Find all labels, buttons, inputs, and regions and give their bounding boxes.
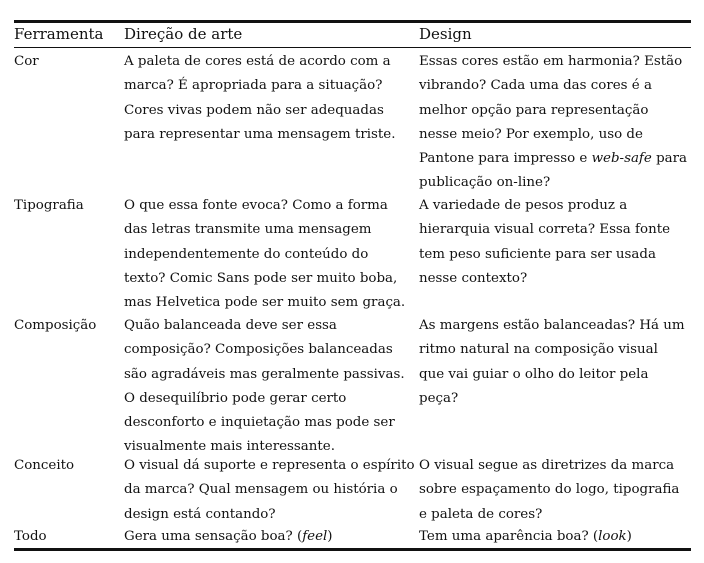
header-ferramenta: Ferramenta <box>14 25 104 43</box>
art-direction-cell <box>124 454 415 527</box>
cell-text-line: visualmente mais interessante. <box>124 439 335 455</box>
art-direction-cell <box>124 50 395 147</box>
cell-text-line: Quão balanceada deve ser essa <box>124 318 337 333</box>
table-bottom-rule <box>14 548 691 551</box>
table-top-rule <box>14 20 691 23</box>
emphasized-term: feel <box>302 529 328 544</box>
cell-text-line: desconforto e inquietação mas pode ser <box>124 415 395 431</box>
cell-text-line: Pantone para impresso e web-safe para <box>419 151 688 167</box>
cell-text-line: da marca? Qual mensagem ou história o <box>124 482 398 498</box>
cell-text-line: nesse contexto? <box>419 270 528 286</box>
cell-text-line: texto? Comic Sans pode ser muito boba, <box>124 270 398 286</box>
cell-text-line: Tipografia <box>14 198 84 213</box>
cell-text-line: hierarquia visual correta? Essa fonte <box>419 222 670 238</box>
cell-text-line: A paleta de cores está de acordo com a <box>124 54 391 69</box>
emphasized-term: look <box>598 529 627 544</box>
cell-text-line: sobre espaçamento do logo, tipografia <box>419 482 680 498</box>
cell-text-line: As margens estão balanceadas? Há um <box>419 318 685 333</box>
cell-text-line: O desequilíbrio pode gerar certo <box>124 390 347 406</box>
header-rule <box>14 47 691 48</box>
cell-text-line: das letras transmite uma mensagem <box>124 222 372 238</box>
art-direction-cell <box>124 314 405 460</box>
design-cell <box>419 454 679 527</box>
cell-text-line: Cores vivas podem não ser adequadas <box>124 102 384 118</box>
tool-cell <box>14 525 47 549</box>
cell-text-line: para representar uma mensagem triste. <box>124 126 396 142</box>
cell-text-line: Gera uma sensação boa? (feel) <box>124 529 333 544</box>
design-cell <box>419 50 687 196</box>
art-direction-cell <box>124 525 333 549</box>
cell-text-line: tem peso suficiente para ser usada <box>419 246 656 262</box>
cell-text-line: e paleta de cores? <box>419 506 543 522</box>
design-cell <box>419 194 670 291</box>
cell-text-line: vibrando? Cada uma das cores é a <box>419 78 652 94</box>
cell-text-line: independentemente do conteúdo do <box>124 246 369 262</box>
cell-text-line: são agradáveis mas geralmente passivas. <box>124 366 405 382</box>
cell-text-line: Essas cores estão em harmonia? Estão <box>419 54 683 69</box>
cell-text-line: publicação on-line? <box>419 175 551 191</box>
cell-text-line: O que essa fonte evoca? Como a forma <box>124 198 388 213</box>
cell-text-line: Cor <box>14 54 39 69</box>
design-cell <box>419 314 685 411</box>
tool-cell <box>14 314 96 338</box>
cell-text-line: A variedade de pesos produz a <box>419 198 628 213</box>
header-design: Design <box>419 25 472 43</box>
cell-text-line: O visual segue as diretrizes da marca <box>419 458 675 473</box>
cell-text-line: Composição <box>14 318 97 333</box>
cell-text-line: design está contando? <box>124 506 276 522</box>
cell-text-line: que vai guiar o olho do leitor pela <box>419 366 649 382</box>
header-direcao-de-arte: Direção de arte <box>124 25 243 43</box>
cell-text-line: marca? É apropriada para a situação? <box>124 78 383 94</box>
design-cell <box>419 525 632 549</box>
cell-text-line: O visual dá suporte e representa o espírito <box>124 458 415 473</box>
cell-text-line: composição? Composições balanceadas <box>124 342 393 358</box>
tool-cell <box>14 50 39 74</box>
cell-text-line: peça? <box>419 390 459 406</box>
cell-text-line: Conceito <box>14 458 75 473</box>
cell-text-line: Tem uma aparência boa? (look) <box>419 529 632 544</box>
tool-cell <box>14 454 74 478</box>
cell-text-line: ritmo natural na composição visual <box>419 342 658 358</box>
tool-cell <box>14 194 84 218</box>
art-direction-cell <box>124 194 405 315</box>
cell-text-line: melhor opção para representação <box>419 102 649 118</box>
cell-text-line: Todo <box>14 529 47 544</box>
emphasized-term: web-safe <box>591 151 652 167</box>
cell-text-line: mas Helvetica pode ser muito sem graça. <box>124 295 406 311</box>
cell-text-line: nesse meio? Por exemplo, uso de <box>419 126 643 142</box>
